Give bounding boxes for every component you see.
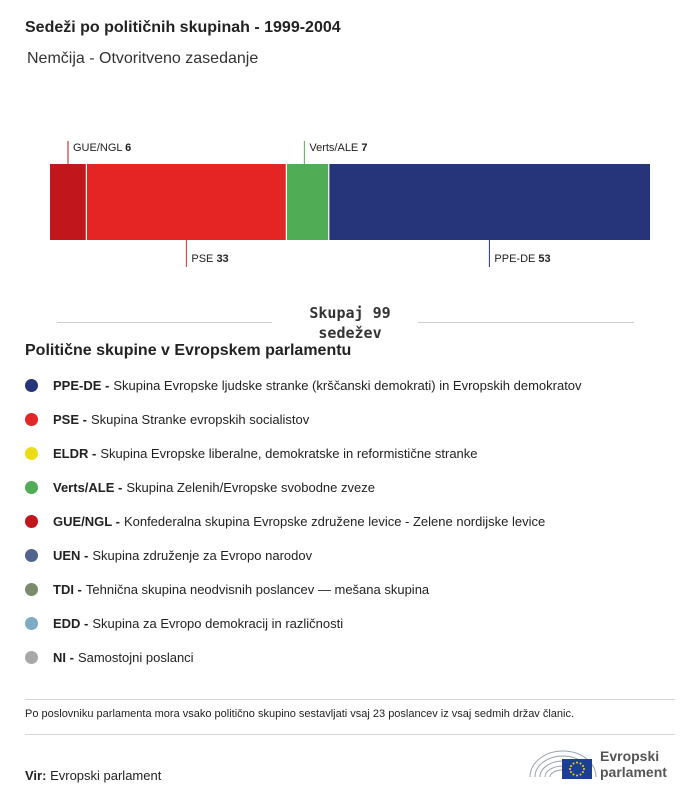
stacked-bar-chart xyxy=(0,130,700,280)
bar-label-value: 53 xyxy=(538,253,551,265)
legend-abbr: TDI - xyxy=(53,581,82,597)
legend-item xyxy=(25,606,582,640)
legend-dot-icon xyxy=(25,379,38,392)
legend-abbr: PPE-DE - xyxy=(53,377,110,393)
legend-item xyxy=(25,470,582,504)
legend-abbr: EDD - xyxy=(53,615,89,631)
legend-text: Skupina za Evropo demokracij in različnosti xyxy=(92,615,344,631)
total-divider-right xyxy=(418,322,634,323)
footer-divider-bottom xyxy=(25,734,675,735)
bar-label xyxy=(494,253,550,265)
legend-text: Konfederalna skupina Evropske združene levice - Zelene nordijske levice xyxy=(123,513,546,529)
bar-segment xyxy=(286,164,328,240)
legend-text: Samostojni poslanci xyxy=(77,649,194,665)
legend-item xyxy=(25,538,582,572)
legend-abbr: UEN - xyxy=(53,547,89,563)
legend-dot-icon xyxy=(25,583,38,596)
bar-label xyxy=(309,142,367,154)
legend-abbr: Verts/ALE - xyxy=(53,479,123,495)
logo-text xyxy=(600,748,667,780)
footer-divider-top xyxy=(25,699,675,700)
source-value: Evropski parlament xyxy=(50,768,162,783)
legend-item xyxy=(25,368,582,402)
bar-segment xyxy=(86,164,286,240)
bar-label-value: 7 xyxy=(361,142,368,154)
chart-subtitle: Nemčija - Otvoritveno zasedanje xyxy=(27,50,259,67)
legend-dot-icon xyxy=(25,515,38,528)
legend-text: Tehnična skupina neodvisnih poslancev — mešana skupina xyxy=(85,581,430,597)
total-seats xyxy=(275,303,425,343)
legend-abbr: PSE - xyxy=(53,411,87,427)
bar-label-name: GUE/NGL xyxy=(73,142,126,154)
bar-label xyxy=(191,253,228,265)
legend-item xyxy=(25,436,582,470)
footnote: Po poslovniku parlamenta mora vsako politično skupino sestavljati vsaj 23 poslancev iz vsaj sedmih držav članic. xyxy=(25,708,575,720)
bar-label-value: 33 xyxy=(216,253,229,265)
source-line xyxy=(25,768,161,783)
legend-dot-icon xyxy=(25,549,38,562)
legend-dot-icon xyxy=(25,447,38,460)
source-label: Vir: xyxy=(25,768,47,783)
total-divider-left xyxy=(57,322,272,323)
legend-text: Skupina Stranke evropskih socialistov xyxy=(90,411,310,427)
chart-title: Sedeži po političnih skupinah - 1999-2004 xyxy=(25,19,341,36)
legend-dot-icon xyxy=(25,651,38,664)
legend-text: Skupina Zelenih/Evropske svobodne zveze xyxy=(126,479,375,495)
bar-label-name: PSE xyxy=(191,253,217,265)
legend-item xyxy=(25,640,582,674)
legend-item xyxy=(25,504,582,538)
legend-item xyxy=(25,572,582,606)
bar-label xyxy=(73,142,131,154)
logo-text-line2: parlament xyxy=(600,764,667,780)
bar-label-name: PPE-DE xyxy=(494,253,539,265)
total-seats-count: Skupaj 99 xyxy=(309,304,391,322)
legend xyxy=(25,368,582,674)
legend-item xyxy=(25,402,582,436)
legend-dot-icon xyxy=(25,617,38,630)
legend-abbr: GUE/NGL - xyxy=(53,513,120,529)
legend-text: Skupina Evropske ljudske stranke (krščanski demokrati) in Evropskih demokratov xyxy=(113,377,582,393)
bar-label-name: Verts/ALE xyxy=(309,142,362,154)
bar-label-value: 6 xyxy=(125,142,132,154)
legend-title: Politične skupine v Evropskem parlamentu xyxy=(25,342,352,359)
total-seats-unit: sedežev xyxy=(318,324,382,342)
legend-abbr: NI - xyxy=(53,649,74,665)
bar-segment xyxy=(329,164,650,240)
legend-abbr: ELDR - xyxy=(53,445,97,461)
legend-text: Skupina Evropske liberalne, demokratske in reformistične stranke xyxy=(100,445,478,461)
legend-dot-icon xyxy=(25,413,38,426)
legend-text: Skupina združenje za Evropo narodov xyxy=(92,547,313,563)
legend-dot-icon xyxy=(25,481,38,494)
logo-text-line1: Evropski xyxy=(600,748,660,764)
bar-segment xyxy=(50,164,86,240)
